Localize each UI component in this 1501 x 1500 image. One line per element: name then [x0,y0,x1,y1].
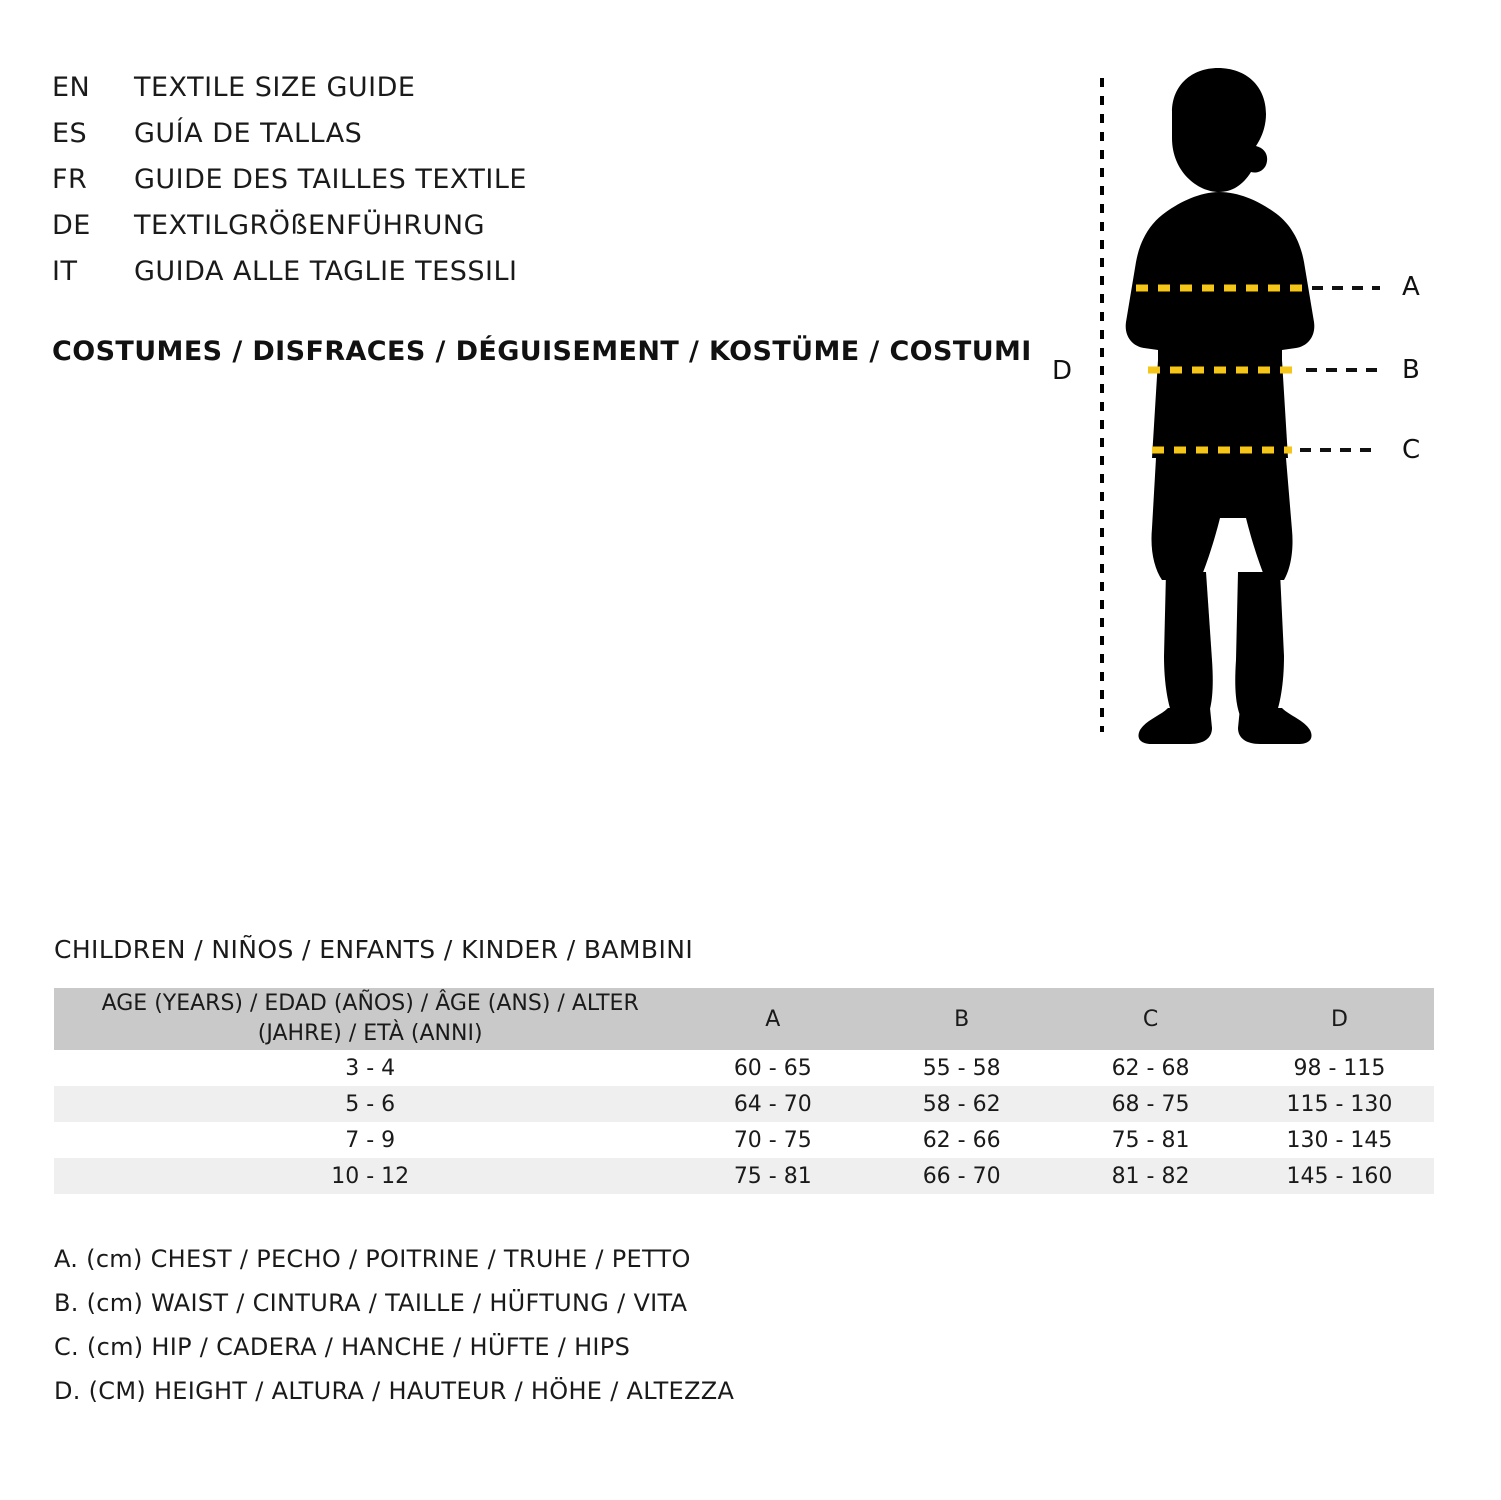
language-text-fr: GUIDE DES TAILLES TEXTILE [134,164,527,195]
marker-label-a: A [1402,272,1421,302]
table-row [54,1122,1434,1158]
language-row-de [52,210,1032,256]
cell-d: 130 - 145 [1286,1127,1393,1153]
column-header-age: AGE (YEARS) / EDAD (AÑOS) / ÂGE (ANS) / ALTER (JAHRE) / ETÀ (ANNI) [101,991,639,1046]
table-section-title: CHILDREN / NIÑOS / ENFANTS / KINDER / BAMBINI [54,935,694,964]
language-text-es: GUÍA DE TALLAS [134,118,363,149]
table-row [54,1086,1434,1122]
cell-b: 55 - 58 [922,1055,1001,1081]
cell-age: 10 - 12 [331,1163,410,1189]
language-text-de: TEXTILGRÖßENFÜHRUNG [134,210,486,241]
language-row-it [52,256,1032,302]
size-diagram [1040,60,1470,760]
marker-label-b: B [1402,355,1421,385]
language-code-de: DE [52,210,91,241]
measurement-legend [54,1245,1054,1421]
cell-c: 68 - 75 [1111,1091,1190,1117]
table-head [54,988,1434,1050]
legend-item-b: B. (cm) WAIST / CINTURA / TAILLE / HÜFTUNG / VITA [54,1289,688,1317]
silhouette-figure [1040,60,1470,760]
cell-a: 60 - 65 [733,1055,812,1081]
language-row-fr [52,164,1032,210]
cell-c: 81 - 82 [1111,1163,1190,1189]
table-row [54,1050,1434,1086]
cell-age: 7 - 9 [345,1127,396,1153]
language-code-es: ES [52,118,88,149]
child-silhouette [1126,68,1315,744]
costumes-subtitle: COSTUMES / DISFRACES / DÉGUISEMENT / KOSTÜME / COSTUMI [52,336,1032,367]
marker-label-d: D [1052,356,1073,386]
cell-b: 66 - 70 [922,1163,1001,1189]
legend-item-c: C. (cm) HIP / CADERA / HANCHE / HÜFTE / HIPS [54,1333,631,1361]
table-row [54,1158,1434,1194]
marker-label-c: C [1402,435,1421,465]
table-header-row [54,988,1434,1050]
column-header-a: A [765,1006,781,1032]
legend-item-d: D. (CM) HEIGHT / ALTURA / HAUTEUR / HÖHE / ALTEZZA [54,1377,735,1405]
language-code-it: IT [52,256,78,287]
legend-item-a: A. (cm) CHEST / PECHO / POITRINE / TRUHE / PETTO [54,1245,691,1273]
cell-c: 62 - 68 [1111,1055,1190,1081]
language-text-it: GUIDA ALLE TAGLIE TESSILI [134,256,518,287]
language-row-es [52,118,1032,164]
table-body [54,1050,1434,1194]
cell-d: 145 - 160 [1286,1163,1393,1189]
language-row-en [52,72,1032,118]
column-header-d: D [1331,1006,1348,1032]
cell-b: 62 - 66 [922,1127,1001,1153]
cell-age: 5 - 6 [345,1091,396,1117]
cell-a: 70 - 75 [733,1127,812,1153]
language-list [52,72,1032,302]
cell-age: 3 - 4 [345,1055,396,1081]
cell-a: 64 - 70 [733,1091,812,1117]
cell-d: 98 - 115 [1293,1055,1386,1081]
language-text-en: TEXTILE SIZE GUIDE [134,72,416,103]
cell-b: 58 - 62 [922,1091,1001,1117]
cell-c: 75 - 81 [1111,1127,1190,1153]
cell-a: 75 - 81 [733,1163,812,1189]
column-header-b: B [954,1006,970,1032]
cell-d: 115 - 130 [1286,1091,1393,1117]
size-table [54,988,1434,1194]
language-code-fr: FR [52,164,88,195]
column-header-c: C [1142,1006,1159,1032]
language-code-en: EN [52,72,91,103]
